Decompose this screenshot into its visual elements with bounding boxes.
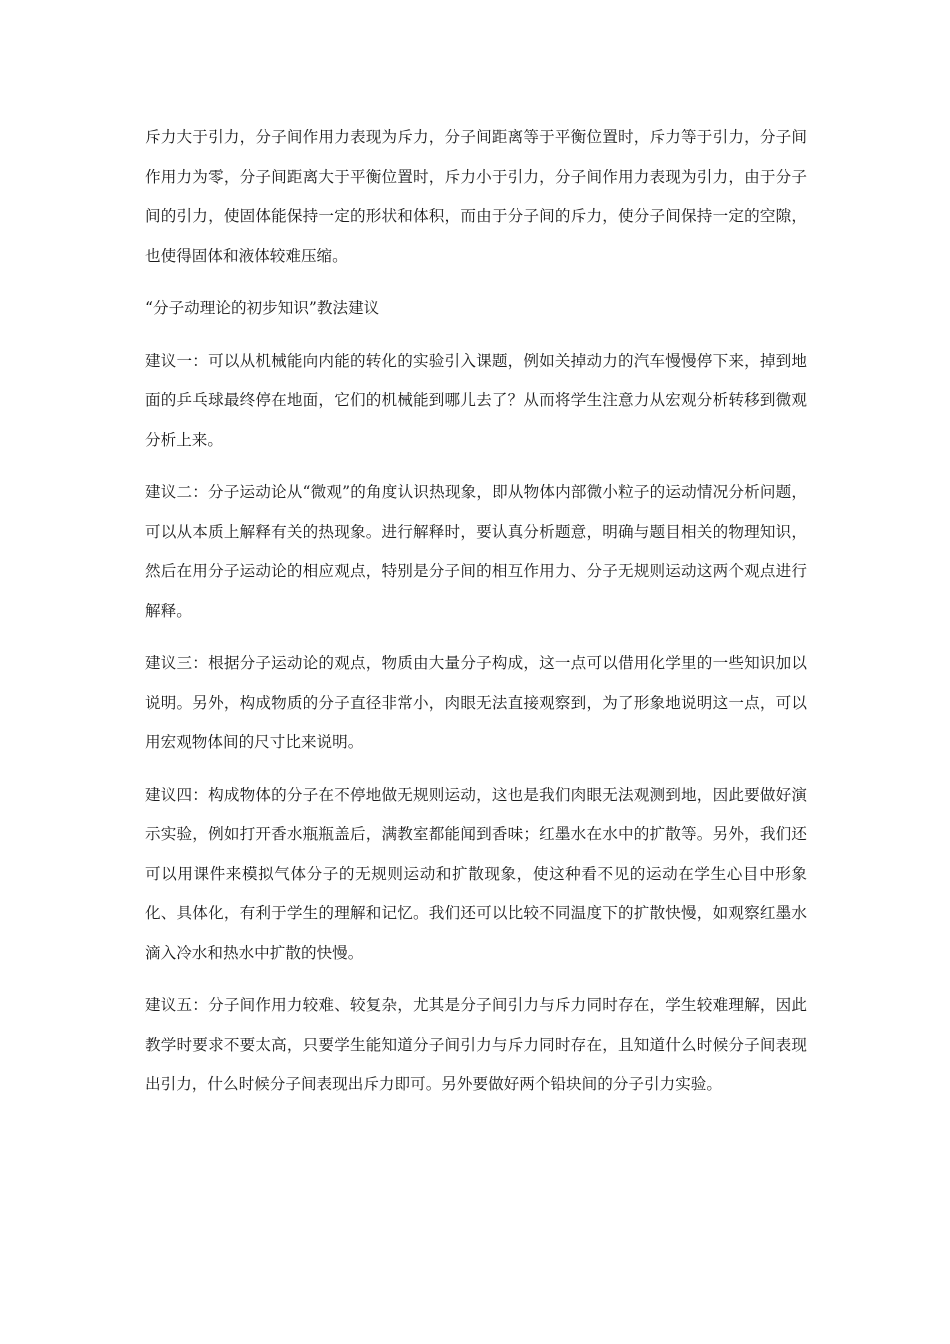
suggestion-four: 建议四：构成物体的分子在不停地做无规则运动，这也是我们肉眼无法观测到地，因此要做好演示实验，例如打开香水瓶瓶盖后，满教室都能闻到香味；红墨水在水中的扩散等。另外，我们还可以用课件来模拟气体分子的无规则运动和扩散现象，使这种看不见的运动在学生心目中形象化、具体化，有利于学生的理解和记忆。我们还可以比较不同温度下的扩散快慢，如观察红墨水滴入冷水和热水中扩散的快慢。: [145, 785, 807, 962]
section-heading: “分子动理论的初步知识”教法建议: [145, 299, 380, 317]
suggestion-two: 建议二：分子运动论从“微观”的角度认识热现象，即从物体内部微小粒子的运动情况分析问题，可以从本质上解释有关的热现象。进行解释时，要认真分析题意，明确与题目相关的物理知识，然后在用分子运动论的相应观点，特别是分子间的相互作用力、分子无规则运动这两个观点进行解释。: [145, 483, 807, 620]
suggestion-three: 建议三：根据分子运动论的观点，物质由大量分子构成，这一点可以借用化学里的一些知识加以说明。另外，构成物质的分子直径非常小，肉眼无法直接观察到，为了形象地说明这一点，可以用宏观物体间的尺寸比来说明。: [145, 654, 807, 751]
document-page: [145, 118, 807, 1118]
paragraph-molecular-forces: 斥力大于引力，分子间作用力表现为斥力，分子间距离等于平衡位置时，斥力等于引力，分子间作用力为零，分子间距离大于平衡位置时，斥力小于引力，分子间作用力表现为引力，由于分子间的引力，使固体能保持一定的形状和体积，而由于分子间的斥力，使分子间保持一定的空隙，也使得固体和液体较难压缩。: [145, 128, 807, 265]
suggestion-one: 建议一：可以从机械能向内能的转化的实验引入课题，例如关掉动力的汽车慢慢停下来，掉到地面的乒乓球最终停在地面，它们的机械能到哪儿去了？从而将学生注意力从宏观分析转移到微观分析上来。: [145, 351, 807, 449]
suggestion-five: 建议五：分子间作用力较难、较复杂，尤其是分子间引力与斥力同时存在，学生较难理解，因此教学时要求不要太高，只要学生能知道分子间引力与斥力同时存在，且知道什么时候分子间表现出引力，什么时候分子间表现出斥力即可。另外要做好两个铅块间的分子引力实验。: [145, 996, 807, 1093]
